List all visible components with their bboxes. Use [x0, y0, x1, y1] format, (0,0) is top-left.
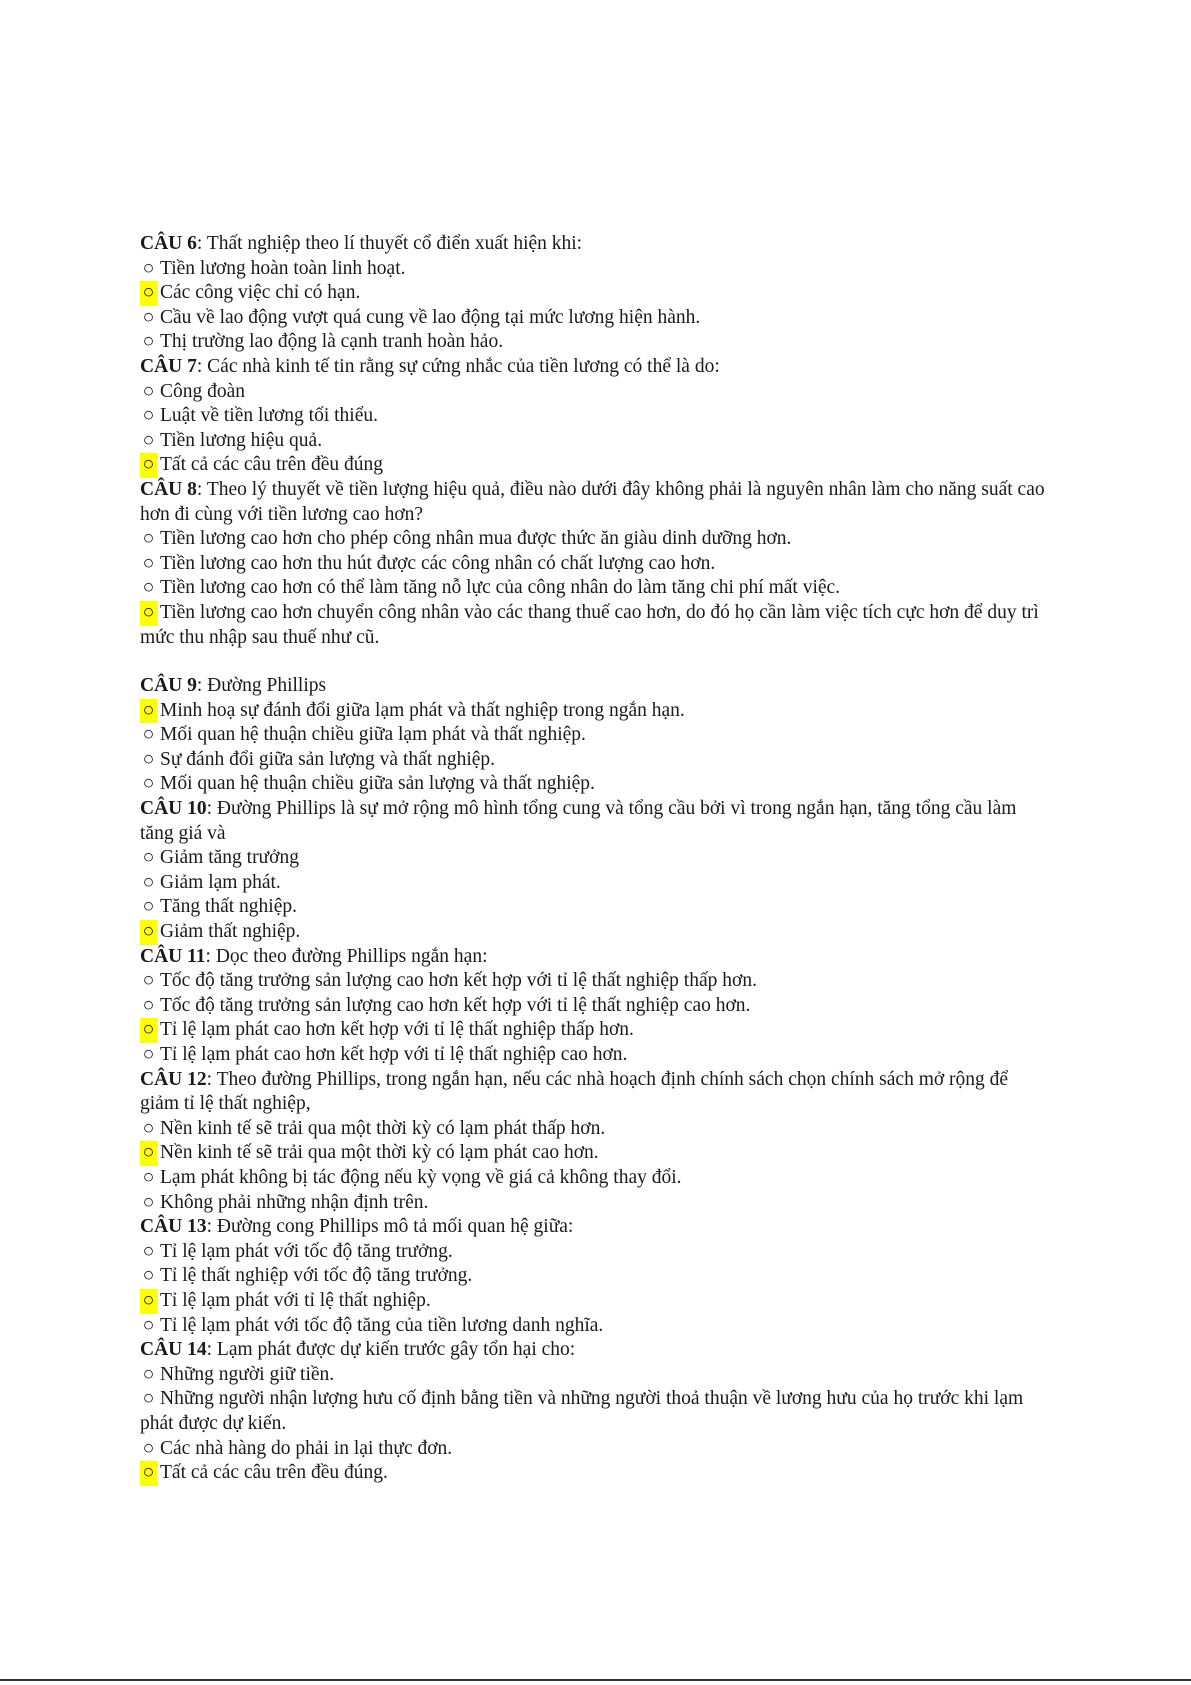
option-text: Những người nhận lượng hưu cố định bằng tiền và những người thoả thuận về lương hưu của họ trước khi lạm phát được dự kiến.	[140, 1388, 1024, 1434]
radio-bullet-icon: ○	[142, 1044, 155, 1065]
option	[140, 576, 1050, 601]
option-text: Tỉ lệ lạm phát cao hơn kết hợp với tỉ lệ thất nghiệp thấp hơn.	[160, 1019, 634, 1041]
question-7	[140, 355, 1050, 478]
question-number: CÂU 9	[140, 675, 197, 697]
option-text: Tiền lương hoàn toàn linh hoạt.	[160, 257, 406, 279]
option	[140, 1141, 1050, 1166]
option-text: Giảm lạm phát.	[160, 871, 281, 893]
option-text: Các nhà hàng do phải in lại thực đơn.	[160, 1437, 453, 1459]
option	[140, 281, 1050, 306]
option-text: Giảm tăng trưởng	[160, 847, 299, 869]
option	[140, 994, 1050, 1019]
option	[140, 969, 1050, 994]
radio-bullet-icon: ○	[140, 1289, 157, 1314]
radio-bullet-icon: ○	[142, 1166, 155, 1188]
radio-bullet-icon: ○	[142, 994, 155, 1016]
radio-bullet-icon: ○	[142, 1265, 155, 1287]
option-text: Tỉ lệ lạm phát với tỉ lệ thất nghiệp.	[160, 1289, 431, 1311]
question-title	[140, 945, 1050, 970]
option	[140, 257, 1050, 282]
radio-bullet-icon: ○	[142, 306, 155, 328]
option	[140, 1314, 1050, 1339]
radio-bullet-icon: ○	[142, 748, 155, 770]
question-stem: : Lạm phát được dự kiến trước gây tổn hại cho:	[206, 1339, 576, 1361]
question-13	[140, 1215, 1050, 1338]
question-number: CÂU 6	[140, 233, 197, 254]
radio-bullet-icon: ○	[142, 1437, 155, 1459]
radio-bullet-icon: ○	[142, 429, 155, 451]
radio-bullet-icon: ○	[142, 528, 155, 550]
option-text: Cầu về lao động vượt quá cung về lao động tại mức lương hiện hành.	[160, 306, 701, 328]
option-text: Tăng thất nghiệp.	[160, 896, 298, 918]
option	[140, 380, 1050, 405]
option-text: Mối quan hệ thuận chiều giữa lạm phát và thất nghiệp.	[160, 724, 586, 746]
option-text: Tỉ lệ lạm phát với tốc độ tăng trưởng.	[160, 1240, 453, 1262]
question-stem: : Đường cong Phillips mô tả mối quan hệ giữa:	[206, 1216, 574, 1238]
radio-bullet-icon: ○	[142, 552, 155, 574]
question-title	[140, 1068, 1050, 1117]
radio-bullet-icon: ○	[142, 970, 155, 992]
option-text: Tất cả các câu trên đều đúng.	[160, 1462, 388, 1484]
option-text: Tỉ lệ lạm phát cao hơn kết hợp với tỉ lệ thất nghiệp cao hơn.	[160, 1044, 628, 1065]
option	[140, 920, 1050, 945]
question-number: CÂU 10	[140, 798, 207, 820]
option	[140, 527, 1050, 552]
option-text: Tỉ lệ lạm phát với tốc độ tăng của tiền lương danh nghĩa.	[160, 1314, 604, 1336]
radio-bullet-icon: ○	[142, 1191, 155, 1213]
radio-bullet-icon: ○	[142, 1117, 155, 1139]
option	[140, 1240, 1050, 1265]
option-text: Tiền lương cao hơn thu hút được các công nhân có chất lượng cao hơn.	[160, 552, 716, 574]
radio-bullet-icon: ○	[140, 1141, 157, 1166]
radio-bullet-icon: ○	[140, 453, 157, 478]
question-number: CÂU 11	[140, 945, 206, 967]
question-stem: : Dọc theo đường Phillips ngắn hạn:	[205, 945, 488, 967]
radio-bullet-icon: ○	[142, 405, 155, 427]
question-stem: : Đường Phillips là sự mở rộng mô hình tổng cung và tổng cầu bởi vì trong ngắn hạn, tăng tổng cầu làm tăng giá và	[140, 798, 1017, 844]
option-text: Nền kinh tế sẽ trải qua một thời kỳ có lạm phát thấp hơn.	[160, 1117, 606, 1139]
option	[140, 1461, 1050, 1486]
option	[140, 1289, 1050, 1314]
radio-bullet-icon: ○	[142, 1240, 155, 1262]
question-title	[140, 1215, 1050, 1240]
option	[140, 1018, 1050, 1043]
question-stem: : Thất nghiệp theo lí thuyết cổ điển xuất hiện khi:	[196, 233, 583, 254]
option	[140, 1264, 1050, 1289]
question-title	[140, 355, 1050, 380]
option-text: Tiền lương cao hơn chuyển công nhân vào các thang thuế cao hơn, do đó họ cần làm việc tích cực hơn để duy trì mức thu nhập sau thuế như cũ.	[140, 601, 1039, 648]
radio-bullet-icon: ○	[142, 331, 155, 353]
option-text: Không phải những nhận định trên.	[160, 1191, 429, 1213]
option-text: Tiền lương hiệu quả.	[160, 429, 323, 451]
option	[140, 772, 1050, 797]
option-text: Sự đánh đổi giữa sản lượng và thất nghiệp.	[160, 748, 496, 770]
document-body	[140, 232, 1050, 1486]
option	[140, 1191, 1050, 1216]
option-text: Lạm phát không bị tác động nếu kỳ vọng về giá cả không thay đổi.	[160, 1166, 682, 1188]
radio-bullet-icon: ○	[142, 380, 155, 402]
question-11	[140, 945, 1050, 1068]
option-text: Công đoàn	[160, 380, 246, 402]
radio-bullet-icon: ○	[142, 773, 155, 795]
option	[140, 871, 1050, 896]
option	[140, 723, 1050, 748]
option	[140, 846, 1050, 871]
option-text: Luật về tiền lương tối thiểu.	[160, 405, 379, 427]
radio-bullet-icon: ○	[140, 601, 157, 626]
option-text: Tiền lương cao hơn cho phép công nhân mua được thức ăn giàu dinh dưỡng hơn.	[160, 528, 792, 550]
option-text: Tốc độ tăng trưởng sản lượng cao hơn kết hợp với tỉ lệ thất nghiệp thấp hơn.	[160, 970, 757, 992]
option-text: Thị trường lao động là cạnh tranh hoàn hảo.	[160, 331, 504, 353]
question-number: CÂU 12	[140, 1068, 207, 1090]
question-title	[140, 1338, 1050, 1363]
question-title	[140, 232, 1050, 257]
option-text: Các công việc chỉ có hạn.	[160, 282, 361, 304]
radio-bullet-icon: ○	[140, 1461, 157, 1486]
radio-bullet-icon: ○	[140, 281, 157, 306]
question-stem: : Theo đường Phillips, trong ngắn hạn, nếu các nhà hoạch định chính sách chọn chính sách mở rộng để giảm tỉ lệ thất nghiệp,	[140, 1068, 1009, 1115]
radio-bullet-icon: ○	[142, 871, 155, 893]
radio-bullet-icon: ○	[142, 724, 155, 746]
radio-bullet-icon: ○	[142, 1363, 155, 1385]
option	[140, 429, 1050, 454]
option	[140, 699, 1050, 724]
question-12	[140, 1068, 1050, 1216]
option-text: Tiền lương cao hơn có thể làm tăng nỗ lực của công nhân do làm tăng chi phí mất việc.	[160, 577, 841, 599]
option	[140, 1387, 1050, 1436]
question-number: CÂU 8	[140, 478, 197, 500]
question-stem: : Các nhà kinh tế tin rằng sự cứng nhắc của tiền lương có thể là do:	[196, 355, 720, 377]
option	[140, 306, 1050, 331]
option	[140, 601, 1050, 650]
question-number: CÂU 14	[140, 1339, 207, 1361]
question-10	[140, 797, 1050, 945]
question-title	[140, 797, 1050, 846]
option	[140, 748, 1050, 773]
option-text: Tất cả các câu trên đều đúng	[160, 454, 384, 476]
option-text: Giảm thất nghiệp.	[160, 921, 301, 943]
option-text: Tỉ lệ thất nghiệp với tốc độ tăng trưởng.	[160, 1265, 473, 1287]
question-stem: : Đường Phillips	[196, 675, 327, 697]
question-6	[140, 232, 1050, 355]
option	[140, 1166, 1050, 1191]
option	[140, 895, 1050, 920]
option-text: Nền kinh tế sẽ trải qua một thời kỳ có lạm phát cao hơn.	[160, 1142, 599, 1164]
option	[140, 1363, 1050, 1388]
option	[140, 404, 1050, 429]
option	[140, 1117, 1050, 1142]
question-number: CÂU 7	[140, 355, 197, 377]
question-title	[140, 478, 1050, 527]
radio-bullet-icon: ○	[140, 699, 157, 724]
radio-bullet-icon: ○	[140, 920, 157, 945]
option-text: Những người giữ tiền.	[160, 1363, 335, 1385]
option	[140, 1437, 1050, 1462]
option	[140, 453, 1050, 478]
radio-bullet-icon: ○	[142, 847, 155, 869]
radio-bullet-icon: ○	[142, 1388, 155, 1410]
radio-bullet-icon: ○	[142, 896, 155, 918]
question-stem: : Theo lý thuyết về tiền lượng hiệu quả, điều nào dưới đây không phải là nguyên nhân làm cho năng suất cao hơn đi cùng với tiền lương cao hơn?	[140, 478, 1045, 525]
page-bottom-rule	[0, 1679, 1191, 1681]
option-text: Minh hoạ sự đánh đổi giữa lạm phát và thất nghiệp trong ngắn hạn.	[160, 699, 685, 721]
question-number: CÂU 13	[140, 1216, 207, 1238]
question-9	[140, 674, 1050, 797]
question-title	[140, 674, 1050, 699]
radio-bullet-icon: ○	[142, 577, 155, 599]
question-14	[140, 1338, 1050, 1486]
question-8	[140, 478, 1050, 650]
option	[140, 330, 1050, 355]
radio-bullet-icon: ○	[142, 1314, 155, 1336]
radio-bullet-icon: ○	[140, 1018, 157, 1043]
option-text: Tốc độ tăng trưởng sản lượng cao hơn kết hợp với tỉ lệ thất nghiệp cao hơn.	[160, 994, 751, 1016]
radio-bullet-icon: ○	[142, 257, 155, 279]
option	[140, 552, 1050, 577]
option	[140, 1043, 1050, 1068]
option-text: Mối quan hệ thuận chiều giữa sản lượng và thất nghiệp.	[160, 773, 595, 795]
